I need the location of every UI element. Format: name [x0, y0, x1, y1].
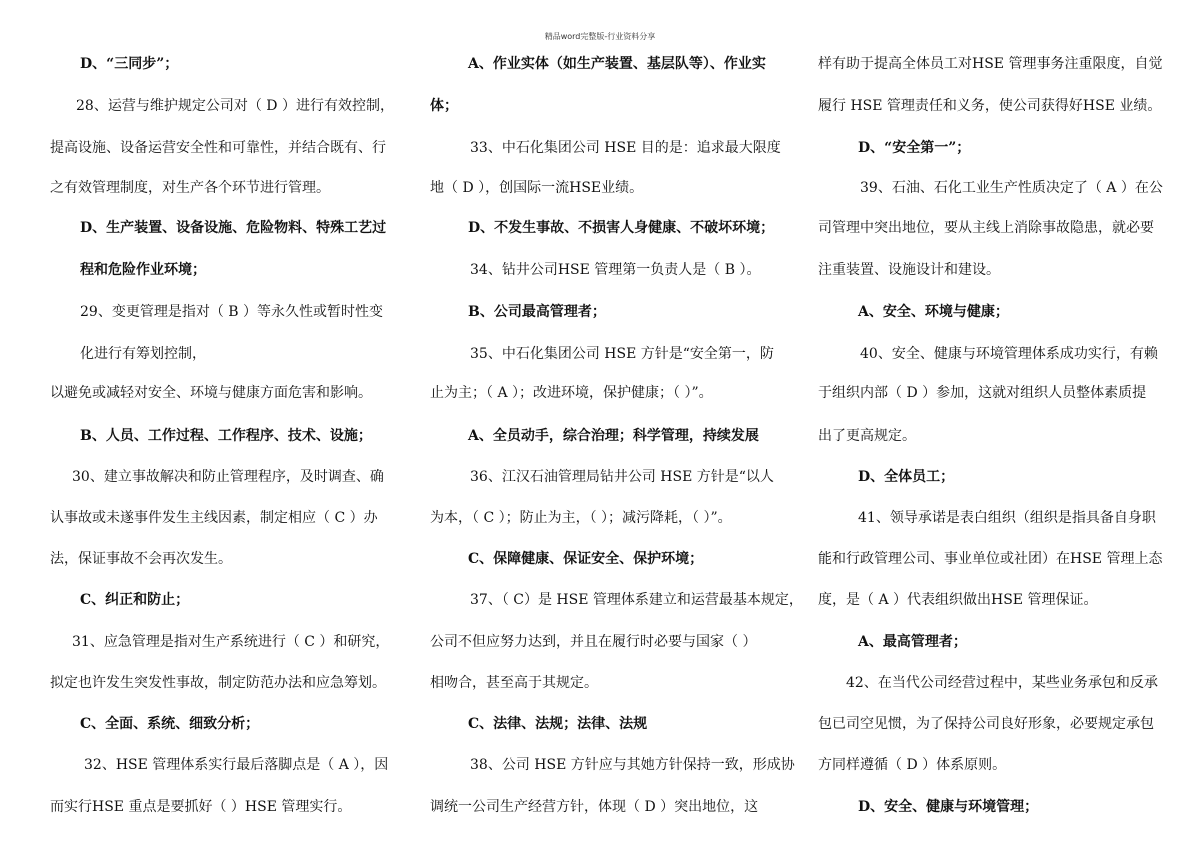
- answer-line: 体；: [430, 98, 458, 114]
- question-line: 拟定也许发生突发性事故，制定防范办法和应急筹划。: [50, 675, 386, 691]
- question-line: 化进行有筹划控制，: [80, 346, 206, 362]
- question-line: 注重装置、设施设计和建设。: [818, 262, 1000, 278]
- page-header: 精品word完整版-行业资料分享: [544, 32, 656, 41]
- answer-line: D、不发生事故、不损害人身健康、不破坏环境；: [468, 220, 775, 236]
- question-line: 相吻合，甚至高于其规定。: [430, 675, 598, 691]
- question-line: 包已司空见惯，为了保持公司良好形象，必要规定承包: [818, 716, 1154, 732]
- answer-line: A、全员动手，综合治理；科学管理，持续发展: [468, 428, 759, 444]
- answer-line: D、全体员工；: [858, 469, 955, 485]
- question-line: 39、石油、石化工业生产性质决定了（ A ）在公: [860, 180, 1163, 196]
- question-line: 度，是（ A ）代表组织做出HSE 管理保证。: [818, 592, 1098, 608]
- question-line: 40、安全、健康与环境管理体系成功实行，有赖: [860, 346, 1158, 362]
- question-line: 之有效管理制度，对生产各个环节进行管理。: [50, 180, 330, 196]
- question-line: 34、钻井公司HSE 管理第一负责人是（ B ）。: [470, 262, 761, 278]
- question-line: 41、领导承诺是表白组织（组织是指具备自身职: [858, 510, 1156, 526]
- answer-line: D、生产装置、设备设施、危险物料、特殊工艺过: [80, 220, 387, 236]
- question-line: 地（ D ），创国际一流HSE业绩。: [430, 180, 644, 196]
- question-line: 公司不但应努力达到，并且在履行时必要与国家（ ）: [430, 634, 757, 650]
- question-line: 法，保证事故不会再次发生。: [50, 551, 232, 567]
- question-line: 而实行HSE 重点是要抓好（ ）HSE 管理实行。: [50, 799, 352, 815]
- question-line: 29、变更管理是指对（ B ）等永久性或暂时性变: [80, 304, 384, 320]
- question-line: 32、HSE 管理体系实行最后落脚点是（ A ），因: [84, 757, 389, 773]
- answer-line: B、人员、工作过程、工作程序、技术、设施；: [80, 428, 372, 444]
- question-line: 出了更高规定。: [818, 428, 916, 444]
- question-line: 以避免或减轻对安全、环境与健康方面危害和影响。: [50, 385, 372, 401]
- question-line: 28、运营与维护规定公司对（ D ）进行有效控制，: [76, 98, 394, 114]
- answer-line: C、保障健康、保证安全、保护环境；: [468, 551, 704, 567]
- answer-line: D、“三同步”；: [80, 56, 179, 72]
- question-line: 司管理中突出地位，要从主线上消除事故隐患，就必要: [818, 220, 1154, 236]
- question-line: 31、应急管理是指对生产系统进行（ C ）和研究，: [72, 634, 390, 650]
- question-line: 提高设施、设备运营安全性和可靠性，并结合既有、行: [50, 140, 386, 156]
- answer-line: B、公司最高管理者；: [468, 304, 606, 320]
- question-line: 能和行政管理公司、事业单位或社团）在HSE 管理上态: [818, 551, 1163, 567]
- question-line: 调统一公司生产经营方针，体现（ D ）突出地位，这: [430, 799, 759, 815]
- answer-line: C、法律、法规；法律、法规: [468, 716, 648, 732]
- question-line: 于组织内部（ D ）参加，这就对组织人员整体素质提: [818, 385, 1147, 401]
- question-line: 36、江汉石油管理局钻井公司 HSE 方针是“以人: [470, 469, 774, 485]
- answer-line: D、“安全第一”；: [858, 140, 971, 156]
- question-line: 认事故或未遂事件发生主线因素，制定相应（ C ）办: [50, 510, 378, 526]
- question-line: 33、中石化集团公司 HSE 目的是：追求最大限度: [470, 140, 781, 156]
- question-line: 样有助于提高全体员工对HSE 管理事务注重限度，自觉: [818, 56, 1163, 72]
- answer-line: C、全面、系统、细致分析；: [80, 716, 260, 732]
- question-line: 止为主；（ A ）；改进环境，保护健康；（ ）”。: [430, 385, 713, 401]
- answer-line: C、纠正和防止；: [80, 592, 190, 608]
- answer-line: 程和危险作业环境；: [80, 262, 206, 278]
- question-line: 30、建立事故解决和防止管理程序，及时调查、确: [72, 469, 384, 485]
- answer-line: A、安全、环境与健康；: [858, 304, 1009, 320]
- answer-line: D、安全、健康与环境管理；: [858, 799, 1039, 815]
- answer-line: A、作业实体（如生产装置、基层队等）、作业实: [468, 56, 766, 72]
- question-line: 方同样遵循（ D ）体系原则。: [818, 757, 1007, 773]
- question-line: 为本，（ C ）；防止为主，（ ）；减污降耗，（ ）”。: [430, 510, 732, 526]
- question-line: 35、中石化集团公司 HSE 方针是“安全第一，防: [470, 346, 774, 362]
- question-line: 履行 HSE 管理责任和义务，使公司获得好HSE 业绩。: [818, 98, 1162, 114]
- answer-line: A、最高管理者；: [858, 634, 967, 650]
- question-line: 42、在当代公司经营过程中，某些业务承包和反承: [846, 675, 1158, 691]
- question-line: 38、公司 HSE 方针应与其她方针保持一致，形成协: [470, 757, 795, 773]
- question-line: 37、（ C）是 HSE 管理体系建立和运营最基本规定，: [470, 592, 803, 608]
